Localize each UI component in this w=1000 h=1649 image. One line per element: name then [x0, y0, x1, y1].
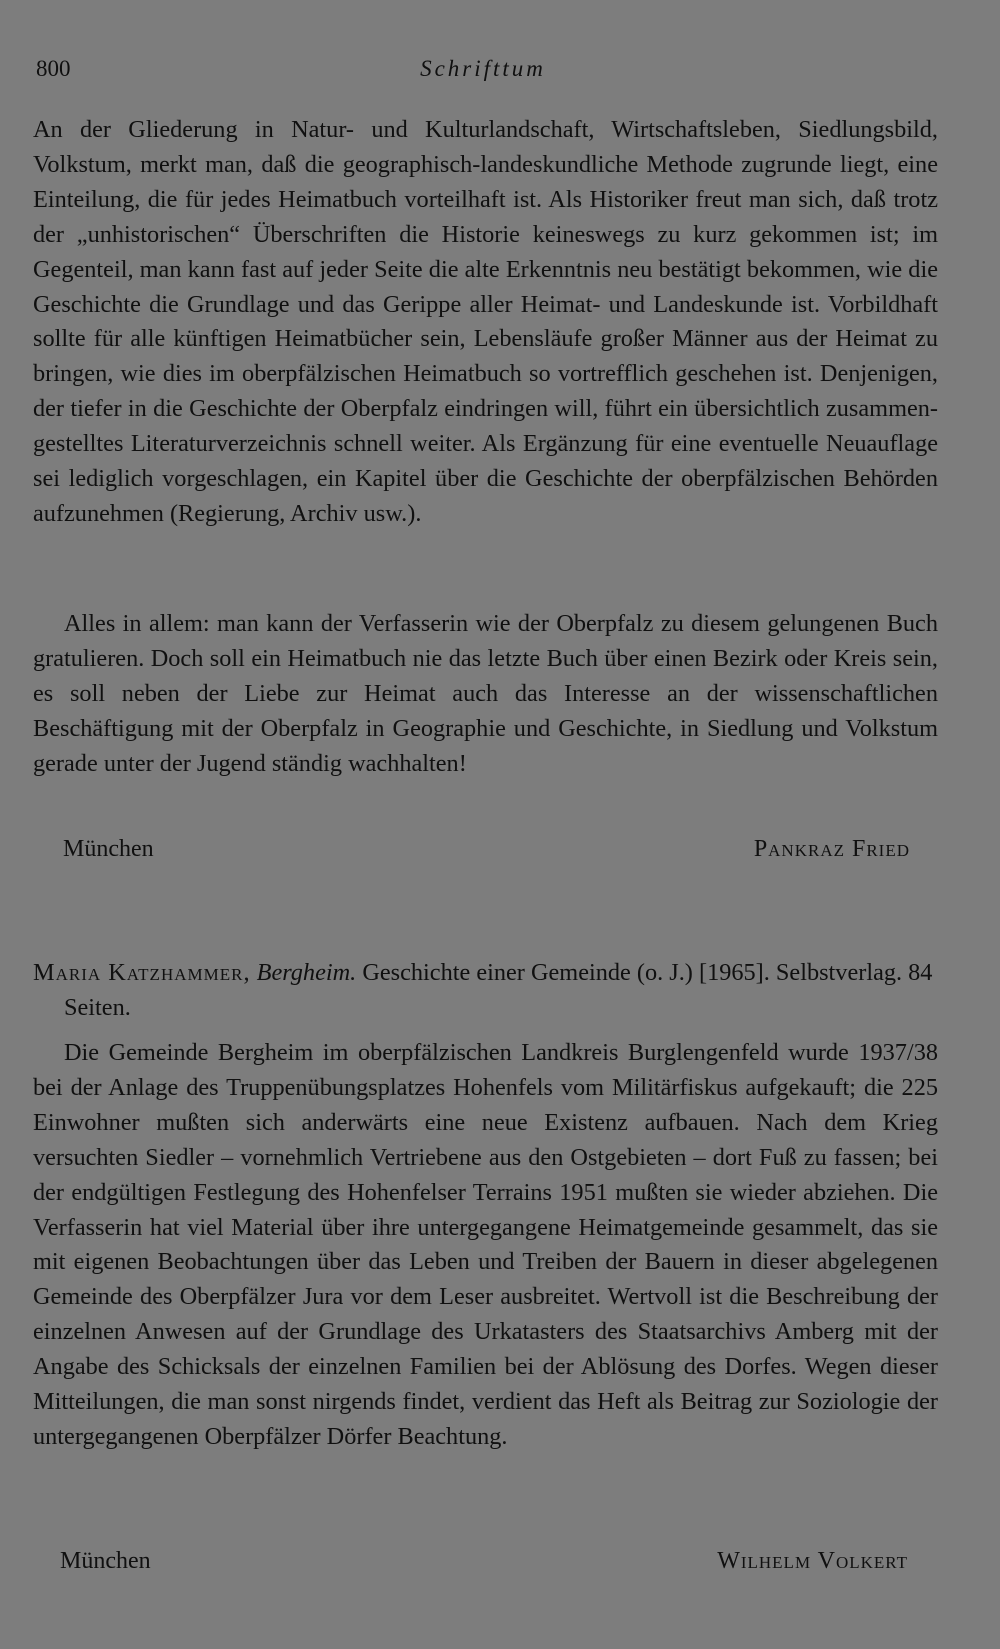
- review2-book-details: Geschichte einer Gemeinde (o. J.) [1965]. Selbstverlag. 84 Seiten.: [64, 959, 933, 1021]
- review2-book-title: Bergheim.: [256, 959, 357, 986]
- review1-paragraph-1: An der Gliederung in Natur- und Kulturlandschaft, Wirtschaftsleben, Siedlungsbild, Volkstum, merkt man, daß die geographisch-landeskundliche Methode zugrunde liegt, eine Einteilung, die für jedes Heimatbuch vorteilhaft ist. Als Historiker freut man sich, daß trotz der „unhistorischen“ Überschriften die Historie keineswegs zu kurz gekommen ist; im Gegenteil, man kann fast auf jeder Seite die alte Erkenntnis neu bestätigt bekommen, wie die Geschichte die Grundlage und das Gerippe aller Heimat- und Landeskunde ist. Vorbildhaft sollte für alle künftigen Heimatbücher sein, Lebensläufe großer Männer aus der Heimat zu bringen, wie dies im oberpfälzischen Heimatbuch so vortrefflich geschehen ist. Denjenigen, der tiefer in die Geschichte der Oberpfalz eindringen will, führt ein übersichtlich zusammengestelltes Literaturverzeichnis schnell weiter. Als Ergänzung für eine eventuelle Neuauflage sei lediglich vorgeschlagen, ein Kapitel über die Geschichte der oberpfälzischen Behörden aufzunehmen (Regierung, Archiv usw.).: [33, 116, 938, 527]
- page-header: [36, 56, 930, 88]
- review2-paragraph: Die Gemeinde Bergheim im oberpfälzischen Landkreis Burglengenfeld wurde 1937/38 bei der Anlage des Truppenübungsplatzes Hohenfels vom Militärfiskus aufgekauft; die 225 Einwohner mußten sich anderwärts eine neue Existenz aufbauen. Nach dem Krieg versuchten Siedler – vornehmlich Vertriebene aus den Ostgebieten – dort Fuß zu fassen; bei der endgültigen Festlegung des Hohenfelser Terrains 1951 mußten sie wieder abziehen. Die Verfasserin hat viel Material über ihre untergegangene Heimatgemeinde gesammelt, das sie mit eigenen Beobachtungen über das Leben und Treiben der Bauern in dieser abgelegenen Gemeinde des Oberpfälzer Jura vor dem Leser ausbreitet. Wertvoll ist die Beschreibung der einzelnen Anwesen auf der Grundlage des Urkatasters des Staatsarchivs Amberg mit der Angabe des Schicksals der einzelnen Familien bei der Ablösung des Dorfes. Wegen dieser Mitteilungen, die man sonst nirgends findet, verdient das Heft als Beitrag zur Soziologie der untergegangenen Oberpfälzer Dörfer Beachtung.: [33, 1039, 938, 1450]
- running-head: Schrifttum: [420, 56, 546, 81]
- review2-place: München: [60, 1548, 151, 1574]
- review1-paragraph-2: Alles in allem: man kann der Verfasserin wie der Oberpfalz zu diesem gelungenen Buch gratulieren. Doch soll ein Heimatbuch nie das letzte Buch über einen Bezirk oder Kreis sein, es soll neben der Liebe zur Heimat auch das Interesse an der wissenschaftlichen Beschäftigung mit der Oberpfalz in Geographie und Geschichte, in Siedlung und Volkstum gerade unter der Jugend ständig wachhalten!: [33, 610, 938, 777]
- page-number: 800: [36, 56, 71, 81]
- review1-place: München: [63, 836, 154, 862]
- review2-author: Wilhelm Volkert: [717, 1548, 908, 1574]
- review2-bibliographic-entry: [33, 956, 938, 1025]
- review1-author: Pankraz Fried: [753, 836, 910, 862]
- review2-book-author: Maria Katzhammer,: [33, 959, 251, 986]
